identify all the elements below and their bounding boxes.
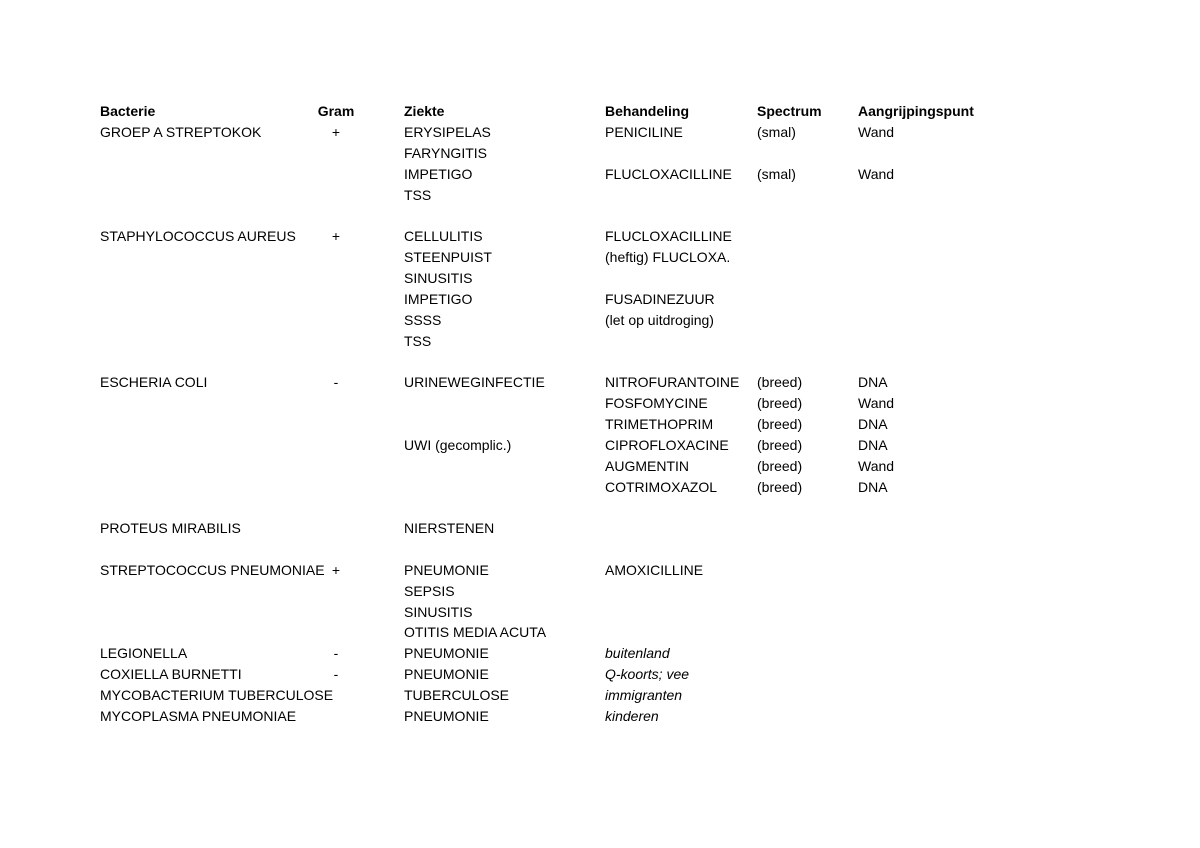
cell-ziekte: OTITIS MEDIA ACUTA [404,624,547,641]
cell-bacterie: PROTEUS MIRABILIS [100,520,241,537]
cell-spectrum: (breed) [757,457,803,474]
cell-gram: + [331,561,341,578]
table-row [0,706,1200,727]
table-row [0,456,1200,477]
table-row [0,560,1200,581]
cell-behandeling: (heftig) FLUCLOXA. [605,249,731,266]
cell-bacterie: STAPHYLOCOCCUS AUREUS [100,228,296,245]
cell-ziekte: NIERSTENEN [404,520,495,537]
cell-behandeling: AUGMENTIN [605,457,689,474]
cell-ziekte: TSS [404,186,432,203]
cell-ziekte: PNEUMONIE [404,561,489,578]
table-row [0,351,1200,372]
table-row [0,539,1200,560]
cell-behandeling: kinderen [605,707,659,724]
cell-gram: - [333,645,339,662]
table-row [0,143,1200,164]
cell-ziekte: STEENPUIST [404,249,492,266]
table-row [0,372,1200,393]
cell-spectrum: (smal) [757,124,796,140]
cell-behandeling: AMOXICILLINE [605,561,704,578]
cell-behandeling: immigranten [605,687,683,703]
cell-aangrijpingspunt: Wand [858,457,895,474]
cell-ziekte: SSSS [404,311,442,328]
table-row [0,289,1200,310]
cell-spectrum: (breed) [757,478,803,495]
cell-behandeling: FLUCLOXACILLINE [605,228,732,245]
table-row [0,185,1200,206]
cell-bacterie: STREPTOCOCCUS PNEUMONIAE [100,561,325,578]
table-row [0,581,1200,602]
table-row [0,331,1200,352]
cell-behandeling: buitenland [605,645,670,662]
cell-ziekte: PNEUMONIE [404,645,489,662]
table-row [0,685,1200,706]
cell-spectrum: (smal) [757,165,796,182]
table-row [0,477,1200,498]
table-row [0,414,1200,435]
cell-ziekte: FARYNGITIS [404,144,487,161]
cell-ziekte: TUBERCULOSE [404,687,510,703]
cell-ziekte: TSS [404,332,432,349]
cell-ziekte: PNEUMONIE [404,666,489,683]
cell-spectrum: (breed) [757,374,803,391]
cell-gram: + [331,124,341,140]
header-row [0,101,1200,122]
cell-ziekte: IMPETIGO [404,290,473,307]
cell-bacterie: COXIELLA BURNETTI [100,666,242,683]
table-row [0,393,1200,414]
cell-ziekte: CELLULITIS [404,228,483,245]
cell-ziekte: URINEWEGINFECTIE [404,374,545,391]
header-spectrum: Spectrum [757,103,822,119]
cell-behandeling: NITROFURANTOINE [605,374,740,391]
cell-aangrijpingspunt: DNA [858,374,888,391]
cell-ziekte: SINUSITIS [404,603,473,620]
cell-ziekte: SINUSITIS [404,270,473,286]
cell-ziekte: IMPETIGO [404,165,473,182]
cell-ziekte: PNEUMONIE [404,707,489,724]
cell-gram: + [331,228,341,245]
cell-bacterie: GROEP A STREPTOKOK [100,124,262,140]
cell-aangrijpingspunt: Wand [858,124,895,140]
cell-aangrijpingspunt: Wand [858,395,895,412]
header-bacterie: Bacterie [100,103,156,119]
cell-ziekte: UWI (gecomplic.) [404,436,512,453]
table-row [0,310,1200,331]
cell-behandeling: COTRIMOXAZOL [605,478,718,495]
cell-ziekte: ERYSIPELAS [404,124,491,140]
cell-gram: - [333,374,339,391]
table-row [0,518,1200,539]
table-row [0,435,1200,456]
table-row [0,622,1200,643]
cell-bacterie: MYCOBACTERIUM TUBERCULOSE [100,687,334,703]
cell-behandeling: FUSADINEZUUR [605,290,715,307]
header-ziekte: Ziekte [404,103,445,119]
table-row [0,268,1200,289]
cell-behandeling: FOSFOMYCINE [605,395,708,412]
cell-ziekte: SEPSIS [404,582,455,599]
cell-aangrijpingspunt: DNA [858,415,888,432]
cell-behandeling: (let op uitdroging) [605,311,714,328]
cell-behandeling: PENICILINE [605,124,683,140]
cell-behandeling: CIPROFLOXACINE [605,436,729,453]
cell-bacterie: LEGIONELLA [100,645,188,662]
table-row [0,122,1200,143]
table-row [0,602,1200,623]
table-row [0,164,1200,185]
cell-bacterie: MYCOPLASMA PNEUMONIAE [100,707,297,724]
cell-aangrijpingspunt: Wand [858,165,895,182]
cell-spectrum: (breed) [757,436,803,453]
cell-spectrum: (breed) [757,395,803,412]
table-row [0,205,1200,226]
table-row [0,643,1200,664]
header-behandeling: Behandeling [605,103,690,119]
cell-bacterie: ESCHERIA COLI [100,374,208,391]
cell-behandeling: FLUCLOXACILLINE [605,165,732,182]
table-row [0,247,1200,268]
cell-gram: - [333,666,339,683]
header-gram: Gram [317,103,355,119]
cell-aangrijpingspunt: DNA [858,436,888,453]
header-aangrijpingspunt: Aangrijpingspunt [858,103,974,119]
cell-behandeling: Q-koorts; vee [605,666,690,683]
cell-aangrijpingspunt: DNA [858,478,888,495]
table-row [0,226,1200,247]
cell-spectrum: (breed) [757,415,803,432]
cell-behandeling: TRIMETHOPRIM [605,415,714,432]
table-row [0,497,1200,518]
table-row [0,664,1200,685]
